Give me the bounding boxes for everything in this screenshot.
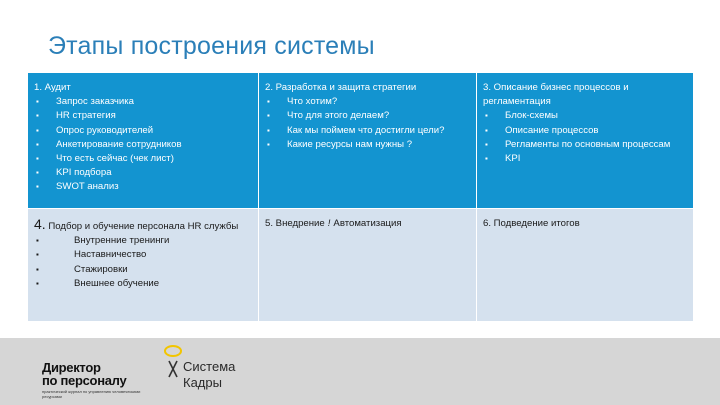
stages-table: [28, 73, 693, 321]
table-cell-training: [28, 209, 259, 321]
cell-heading-tail: Автоматизация: [333, 218, 402, 229]
list-item: ▪ KPI подбора: [34, 166, 252, 180]
logo-line: по персоналу: [42, 373, 127, 388]
list-item: ▪ KPI: [483, 152, 687, 166]
cell-heading: [34, 217, 252, 234]
list-item: ▪ Запрос заказчика: [34, 95, 252, 109]
list-item: ▪ Описание процессов: [483, 124, 687, 138]
logo-line: Директор: [42, 360, 101, 375]
cell-heading: [265, 217, 470, 231]
bullet-list: [34, 234, 252, 291]
list-item: ▪ Что хотим?: [265, 95, 470, 109]
table-cell-audit: [28, 73, 259, 209]
cell-heading: 6. Подведение итогов: [483, 218, 580, 229]
list-item: ▪ Наставничество: [34, 248, 252, 262]
list-item: ▪ Как мы поймем что достигли цели?: [265, 124, 470, 138]
logo-text: [183, 359, 235, 391]
cell-heading: 3. Описание бизнес процессов и регламентация: [483, 82, 629, 108]
slide-title: Этапы построения системы: [48, 32, 375, 60]
list-item: ▪ Анкетирование сотрудников: [34, 138, 252, 152]
list-item: ▪ Стажировки: [34, 263, 252, 277]
table-cell-summary: [477, 209, 693, 321]
bullet-list: [483, 109, 687, 166]
logo-tagline: практический журнал по управлению человеческими ресурсами: [42, 389, 141, 399]
logo-line: Система: [183, 359, 236, 374]
table-cell-implementation: [259, 209, 477, 321]
list-item: ▪ Что есть сейчас (чек лист): [34, 152, 252, 166]
list-item: ▪ HR стратегия: [34, 109, 252, 123]
list-item: ▪ Внешнее обучение: [34, 277, 252, 291]
cell-heading-text: 5. Внедрение: [265, 218, 325, 229]
table-cell-strategy: [259, 73, 477, 209]
bullet-list: [34, 95, 252, 194]
bullet-list: [265, 95, 470, 152]
sistema-kadry-logo: [163, 343, 243, 398]
list-item: ▪ Внутренние тренинги: [34, 234, 252, 248]
cell-number: 4.: [34, 216, 46, 232]
table-cell-processes: [477, 73, 693, 209]
director-logo: [42, 361, 142, 399]
list-item: ▪ Регламенты по основным процессам: [483, 138, 687, 152]
list-item: ▪ Какие ресурсы нам нужны ?: [265, 138, 470, 152]
list-item: ▪ Что для этого делаем?: [265, 109, 470, 123]
cell-heading-text: Подбор и обучение персонала HR службы: [48, 221, 239, 232]
exclamation-mark: !: [327, 218, 331, 229]
cell-heading: 1. Аудит: [34, 82, 71, 93]
cell-heading: 2. Разработка и защита стратегии: [265, 82, 417, 93]
list-item: ▪ Опрос руководителей: [34, 124, 252, 138]
list-item: ▪ SWOT анализ: [34, 180, 252, 194]
list-item: ▪ Блок-схемы: [483, 109, 687, 123]
logo-line: Кадры: [183, 375, 222, 390]
